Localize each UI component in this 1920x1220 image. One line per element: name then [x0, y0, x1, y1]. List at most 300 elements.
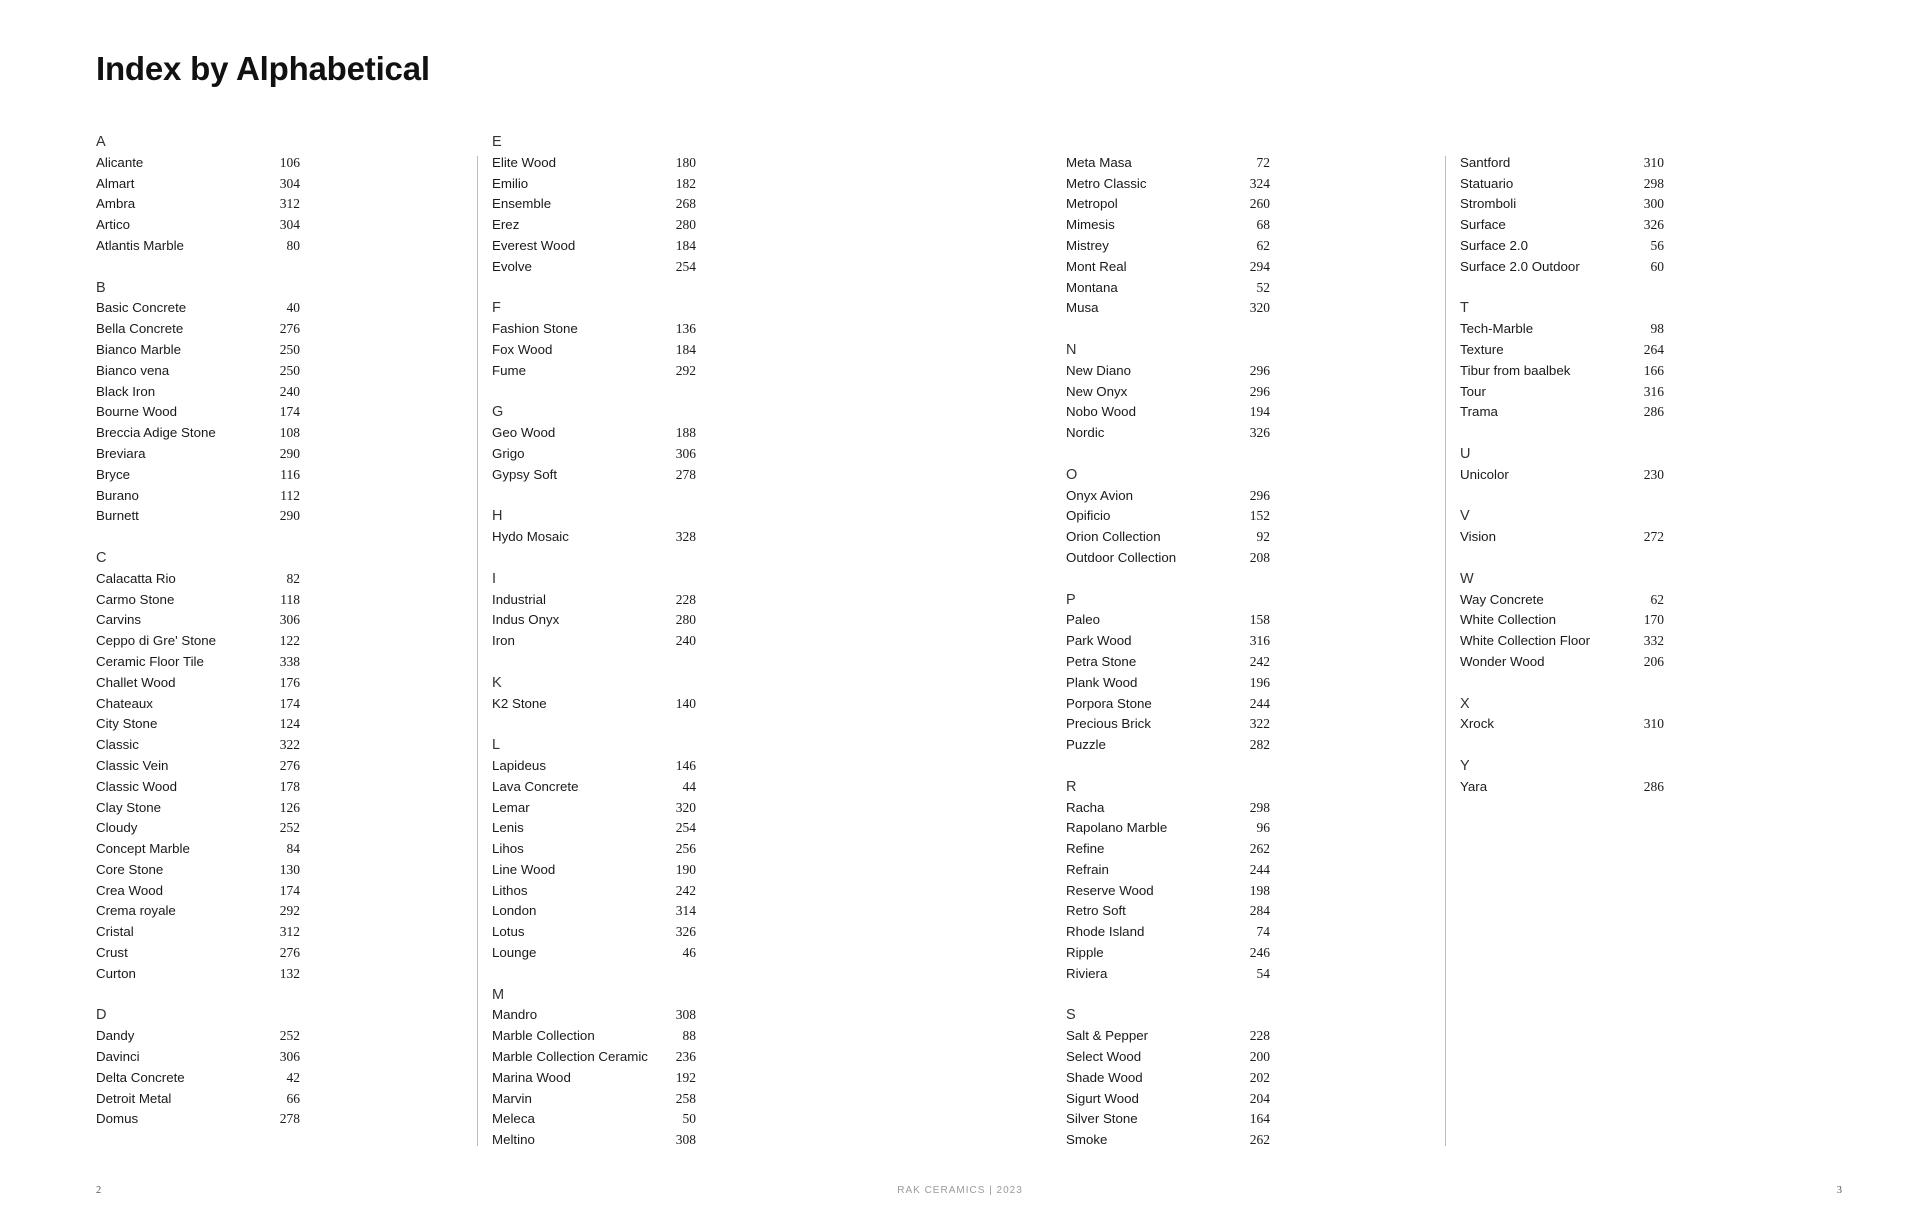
entry-page-number: 244	[1249, 861, 1270, 877]
index-entry	[96, 1047, 300, 1068]
entry-page-number: 208	[1249, 549, 1270, 565]
entry-page-number: 228	[1249, 1028, 1270, 1044]
entry-page-number: 242	[675, 882, 696, 898]
index-entry	[96, 735, 300, 756]
column-divider	[477, 156, 478, 1146]
entry-page-number: 176	[279, 674, 300, 690]
section-letter: D	[96, 1007, 107, 1024]
entry-page-number: 304	[279, 217, 300, 233]
section-letter: B	[96, 279, 106, 296]
index-entry	[1066, 1047, 1270, 1068]
entry-name: Racha	[1066, 799, 1105, 815]
index-entry	[96, 298, 300, 319]
index-entry	[1066, 798, 1270, 819]
entry-page-number: 206	[1643, 653, 1664, 669]
section-letter: U	[1460, 445, 1471, 462]
entry-name: Carvins	[96, 612, 142, 628]
index-entry	[492, 860, 696, 881]
index-entry	[492, 694, 696, 715]
index-entry	[1066, 1109, 1270, 1130]
index-entry	[96, 694, 300, 715]
index-entry	[1066, 652, 1270, 673]
entry-name: Delta Concrete	[96, 1069, 185, 1085]
entry-name: Dandy	[96, 1028, 135, 1044]
entry-page-number: 146	[675, 757, 696, 773]
index-entry	[1066, 298, 1270, 319]
entry-name: Surface	[1460, 217, 1506, 233]
index-entry	[96, 1089, 300, 1110]
entry-page-number: 276	[279, 321, 300, 337]
entry-page-number: 116	[280, 466, 300, 482]
index-entry	[492, 756, 696, 777]
page-number-right: 3	[1836, 1185, 1842, 1196]
entry-page-number: 188	[675, 425, 696, 441]
section-letter: M	[492, 986, 505, 1003]
index-entry	[1460, 465, 1664, 486]
index-entry	[1066, 818, 1270, 839]
entry-page-number: 282	[1249, 737, 1270, 753]
entry-page-number: 290	[279, 445, 300, 461]
entry-name: Yara	[1460, 778, 1488, 794]
entry-page-number: 196	[1249, 674, 1270, 690]
section-letter: C	[96, 549, 107, 566]
entry-page-number: 192	[675, 1069, 696, 1085]
section-letter: R	[1066, 778, 1077, 795]
entry-name: Crea Wood	[96, 882, 164, 898]
index-entry	[1066, 257, 1270, 278]
index-entry	[1066, 922, 1270, 943]
entry-name: Shade Wood	[1066, 1069, 1143, 1085]
entry-name: Plank Wood	[1066, 674, 1138, 690]
entry-page-number: 308	[675, 1007, 696, 1023]
index-section	[492, 985, 696, 1151]
index-entry	[1460, 631, 1664, 652]
entry-page-number: 254	[675, 258, 696, 274]
section-letter: E	[492, 134, 502, 150]
index-entry	[492, 153, 696, 174]
entry-page-number: 174	[279, 882, 300, 898]
entry-page-number: 264	[1643, 341, 1664, 357]
index-entry	[1066, 610, 1270, 631]
index-section	[492, 132, 696, 278]
entry-page-number: 60	[1650, 258, 1664, 274]
entry-page-number: 286	[1643, 404, 1664, 420]
index-entry	[492, 527, 696, 548]
entry-name: Basic Concrete	[96, 300, 187, 316]
entry-name: Line Wood	[492, 861, 556, 877]
index-section	[96, 278, 300, 528]
entry-page-number: 262	[1249, 1132, 1270, 1148]
index-entry	[492, 839, 696, 860]
index-entry	[96, 631, 300, 652]
index-section	[96, 132, 300, 257]
index-entry	[1066, 1089, 1270, 1110]
index-section	[1066, 1005, 1270, 1151]
index-entry	[96, 839, 300, 860]
index-entry	[492, 1005, 696, 1026]
entry-name: Outdoor Collection	[1066, 549, 1177, 565]
index-entry	[96, 1109, 300, 1130]
index-entry	[492, 361, 696, 382]
page-number-left: 2	[96, 1185, 102, 1196]
index-section	[96, 548, 300, 985]
entry-name: Core Stone	[96, 861, 164, 877]
entry-page-number: 306	[279, 612, 300, 628]
entry-page-number: 306	[675, 445, 696, 461]
entry-name: Gypsy Soft	[492, 466, 558, 482]
entry-name: Tour	[1460, 383, 1486, 399]
entry-name: Ambra	[96, 196, 136, 212]
entry-name: Elite Wood	[492, 154, 557, 170]
entry-name: Ripple	[1066, 945, 1104, 961]
entry-name: Tibur from baalbek	[1460, 362, 1571, 378]
entry-page-number: 166	[1643, 362, 1664, 378]
entry-name: Chateaux	[96, 695, 153, 711]
index-entry	[492, 818, 696, 839]
index-entry	[96, 465, 300, 486]
index-entry	[492, 943, 696, 964]
entry-name: Crust	[96, 945, 128, 961]
entry-name: Mistrey	[1066, 237, 1109, 253]
entry-page-number: 316	[1249, 633, 1270, 649]
index-entry	[1066, 402, 1270, 423]
entry-page-number: 230	[1643, 466, 1664, 482]
entry-name: London	[492, 903, 537, 919]
index-entry	[1460, 652, 1664, 673]
entry-name: Texture	[1460, 341, 1504, 357]
entry-page-number: 66	[286, 1090, 300, 1106]
entry-name: Hydo Mosaic	[492, 529, 569, 545]
entry-name: Metropol	[1066, 196, 1118, 212]
entry-page-number: 42	[286, 1069, 300, 1085]
section-letter: Y	[1460, 757, 1470, 774]
entry-name: Opificio	[1066, 508, 1111, 524]
index-entry	[1066, 694, 1270, 715]
index-section	[492, 402, 696, 485]
column-divider	[1445, 156, 1446, 1146]
entry-name: Lihos	[492, 841, 524, 857]
entry-page-number: 184	[675, 237, 696, 253]
entry-name: Curton	[96, 965, 136, 981]
entry-name: Lapideus	[492, 757, 546, 773]
entry-page-number: 240	[675, 633, 696, 649]
section-letter: W	[1460, 570, 1474, 587]
index-entry	[1460, 257, 1664, 278]
index-entry	[492, 194, 696, 215]
entry-name: Erez	[492, 217, 520, 233]
entry-name: Fox Wood	[492, 341, 553, 357]
entry-name: K2 Stone	[492, 695, 547, 711]
index-entry	[1460, 174, 1664, 195]
entry-page-number: 258	[675, 1090, 696, 1106]
entry-page-number: 310	[1643, 716, 1664, 732]
entry-page-number: 278	[279, 1111, 300, 1127]
index-entry	[1066, 153, 1270, 174]
index-section	[492, 735, 696, 964]
entry-page-number: 246	[1249, 945, 1270, 961]
entry-name: Emilio	[492, 175, 529, 191]
entry-name: Challet Wood	[96, 674, 176, 690]
entry-page-number: 236	[675, 1049, 696, 1065]
index-entry	[1066, 901, 1270, 922]
entry-page-number: 112	[280, 487, 300, 503]
entry-name: Surface 2.0 Outdoor	[1460, 258, 1580, 274]
index-entry	[96, 901, 300, 922]
entry-page-number: 56	[1650, 237, 1664, 253]
index-entry	[492, 319, 696, 340]
index-entry	[96, 319, 300, 340]
entry-page-number: 108	[279, 425, 300, 441]
entry-page-number: 252	[279, 1028, 300, 1044]
entry-name: Surface 2.0	[1460, 237, 1529, 253]
entry-page-number: 98	[1650, 321, 1664, 337]
entry-page-number: 126	[279, 799, 300, 815]
entry-name: Way Concrete	[1460, 591, 1544, 607]
entry-name: Breviara	[96, 445, 146, 461]
index-section	[1460, 756, 1664, 798]
entry-page-number: 194	[1249, 404, 1270, 420]
entry-name: Concept Marble	[96, 841, 190, 857]
entry-page-number: 300	[1643, 196, 1664, 212]
section-letter: G	[492, 404, 504, 421]
entry-name: Xrock	[1460, 716, 1494, 732]
section-letter: L	[492, 737, 501, 754]
entry-name: Porpora Stone	[1066, 695, 1152, 711]
index-entry	[1066, 382, 1270, 403]
entry-page-number: 280	[675, 217, 696, 233]
index-entry	[492, 1109, 696, 1130]
entry-name: Burnett	[96, 508, 139, 524]
entry-name: Grigo	[492, 445, 525, 461]
index-entry	[1066, 631, 1270, 652]
index-entry	[1066, 278, 1270, 299]
entry-page-number: 118	[280, 591, 300, 607]
index-entry	[96, 361, 300, 382]
entry-page-number: 322	[1249, 716, 1270, 732]
entry-page-number: 62	[1650, 591, 1664, 607]
entry-page-number: 244	[1249, 695, 1270, 711]
section-letter: K	[492, 674, 502, 691]
entry-page-number: 314	[675, 903, 696, 919]
index-entry	[492, 901, 696, 922]
section-letter	[1460, 132, 1664, 153]
entry-name: Nordic	[1066, 425, 1105, 441]
entry-name: Stromboli	[1460, 196, 1517, 212]
index-section	[1066, 340, 1270, 444]
index-entry	[1460, 319, 1664, 340]
index-entry	[492, 1068, 696, 1089]
entry-name: Calacatta Rio	[96, 570, 176, 586]
index-entry	[96, 714, 300, 735]
index-entry	[96, 174, 300, 195]
index-entry	[1066, 174, 1270, 195]
entry-page-number: 250	[279, 362, 300, 378]
section-letter: O	[1066, 466, 1078, 483]
entry-page-number: 278	[675, 466, 696, 482]
index-entry	[96, 922, 300, 943]
entry-name: Precious Brick	[1066, 716, 1151, 732]
entry-page-number: 296	[1249, 487, 1270, 503]
entry-name: New Diano	[1066, 362, 1132, 378]
entry-name: Meleca	[492, 1111, 535, 1127]
entry-page-number: 92	[1256, 529, 1270, 545]
index-entry	[96, 798, 300, 819]
index-entry	[96, 777, 300, 798]
index-entry	[96, 860, 300, 881]
index-entry	[96, 652, 300, 673]
section-letter: S	[1066, 1007, 1076, 1024]
entry-page-number: 320	[1249, 300, 1270, 316]
entry-page-number: 240	[279, 383, 300, 399]
index-entry	[1066, 1026, 1270, 1047]
entry-page-number: 174	[279, 404, 300, 420]
entry-name: Wonder Wood	[1460, 653, 1545, 669]
entry-name: Refrain	[1066, 861, 1109, 877]
index-entry	[1066, 194, 1270, 215]
entry-name: Ceramic Floor Tile	[96, 653, 204, 669]
index-entry	[492, 590, 696, 611]
index-entry	[492, 798, 696, 819]
entry-page-number: 294	[1249, 258, 1270, 274]
index-section	[1460, 132, 1664, 278]
entry-page-number: 152	[1249, 508, 1270, 524]
entry-name: Bianco Marble	[96, 341, 181, 357]
entry-page-number: 204	[1249, 1090, 1270, 1106]
section-letter: H	[492, 508, 503, 525]
index-entry	[96, 881, 300, 902]
section-letter: A	[96, 134, 106, 150]
entry-name: Lemar	[492, 799, 530, 815]
entry-page-number: 202	[1249, 1069, 1270, 1085]
index-column-4	[1460, 132, 1664, 818]
entry-page-number: 158	[1249, 612, 1270, 628]
entry-name: Fashion Stone	[492, 321, 578, 337]
entry-page-number: 292	[675, 362, 696, 378]
entry-name: Onyx Avion	[1066, 487, 1134, 503]
index-entry	[96, 215, 300, 236]
entry-page-number: 124	[279, 716, 300, 732]
section-letter: V	[1460, 508, 1470, 525]
entry-name: Lava Concrete	[492, 778, 579, 794]
index-entry	[96, 423, 300, 444]
index-entry	[1066, 943, 1270, 964]
section-letter: I	[492, 570, 497, 587]
entry-page-number: 324	[1249, 175, 1270, 191]
index-entry	[1460, 590, 1664, 611]
index-entry	[492, 465, 696, 486]
index-entry	[1066, 839, 1270, 860]
entry-name: Mimesis	[1066, 217, 1115, 233]
index-entry	[1066, 735, 1270, 756]
entry-name: Lounge	[492, 945, 537, 961]
index-entry	[96, 590, 300, 611]
index-entry	[96, 506, 300, 527]
index-section	[1066, 132, 1270, 319]
entry-page-number: 136	[675, 321, 696, 337]
index-entry	[96, 610, 300, 631]
footer-brand: RAK CERAMICS | 2023	[897, 1185, 1023, 1196]
entry-name: Lithos	[492, 882, 528, 898]
index-entry	[492, 257, 696, 278]
index-entry	[1460, 777, 1664, 798]
entry-page-number: 228	[675, 591, 696, 607]
entry-name: Rhode Island	[1066, 924, 1145, 940]
entry-name: Lenis	[492, 820, 524, 836]
entry-name: Metro Classic	[1066, 175, 1147, 191]
entry-name: Montana	[1066, 279, 1118, 295]
index-entry	[1066, 506, 1270, 527]
entry-page-number: 326	[1643, 217, 1664, 233]
entry-page-number: 54	[1256, 965, 1270, 981]
entry-name: Breccia Adige Stone	[96, 425, 216, 441]
index-entry	[96, 153, 300, 174]
entry-name: Carmo Stone	[96, 591, 175, 607]
entry-name: Statuario	[1460, 175, 1514, 191]
entry-page-number: 140	[675, 695, 696, 711]
entry-name: Bella Concrete	[96, 321, 184, 337]
entry-page-number: 262	[1249, 841, 1270, 857]
entry-page-number: 326	[675, 924, 696, 940]
entry-page-number: 44	[682, 778, 696, 794]
entry-page-number: 84	[286, 841, 300, 857]
entry-name: Vision	[1460, 529, 1496, 545]
entry-name: Orion Collection	[1066, 529, 1161, 545]
entry-name: Meta Masa	[1066, 154, 1132, 170]
entry-page-number: 80	[286, 237, 300, 253]
index-section	[1066, 777, 1270, 985]
entry-page-number: 122	[279, 633, 300, 649]
index-entry	[1460, 402, 1664, 423]
entry-page-number: 276	[279, 945, 300, 961]
entry-name: Artico	[96, 217, 130, 233]
entry-page-number: 312	[279, 196, 300, 212]
index-entry	[1460, 236, 1664, 257]
entry-page-number: 132	[279, 965, 300, 981]
entry-name: Retro Soft	[1066, 903, 1126, 919]
entry-name: Classic Wood	[96, 778, 178, 794]
entry-page-number: 198	[1249, 882, 1270, 898]
entry-name: Marina Wood	[492, 1069, 571, 1085]
entry-page-number: 290	[279, 508, 300, 524]
page-title: Index by Alphabetical	[96, 50, 430, 87]
entry-name: Sigurt Wood	[1066, 1090, 1139, 1106]
entry-page-number: 180	[675, 154, 696, 170]
index-column-3	[1066, 132, 1270, 1172]
index-entry	[96, 444, 300, 465]
entry-page-number: 328	[675, 529, 696, 545]
entry-name: Domus	[96, 1111, 139, 1127]
index-entry	[1460, 194, 1664, 215]
index-entry	[96, 236, 300, 257]
entry-page-number: 306	[279, 1049, 300, 1065]
entry-page-number: 200	[1249, 1049, 1270, 1065]
entry-name: Clay Stone	[96, 799, 162, 815]
entry-name: Tech-Marble	[1460, 321, 1534, 337]
entry-name: Silver Stone	[1066, 1111, 1138, 1127]
index-entry	[492, 1130, 696, 1151]
index-column-2	[492, 132, 696, 1172]
entry-name: White Collection Floor	[1460, 633, 1591, 649]
index-entry	[96, 943, 300, 964]
entry-name: City Stone	[96, 716, 158, 732]
entry-page-number: 164	[1249, 1111, 1270, 1127]
index-entry	[492, 922, 696, 943]
entry-name: Everest Wood	[492, 237, 576, 253]
entry-page-number: 260	[1249, 196, 1270, 212]
index-section	[1460, 569, 1664, 673]
index-entry	[96, 1068, 300, 1089]
entry-page-number: 298	[1249, 799, 1270, 815]
